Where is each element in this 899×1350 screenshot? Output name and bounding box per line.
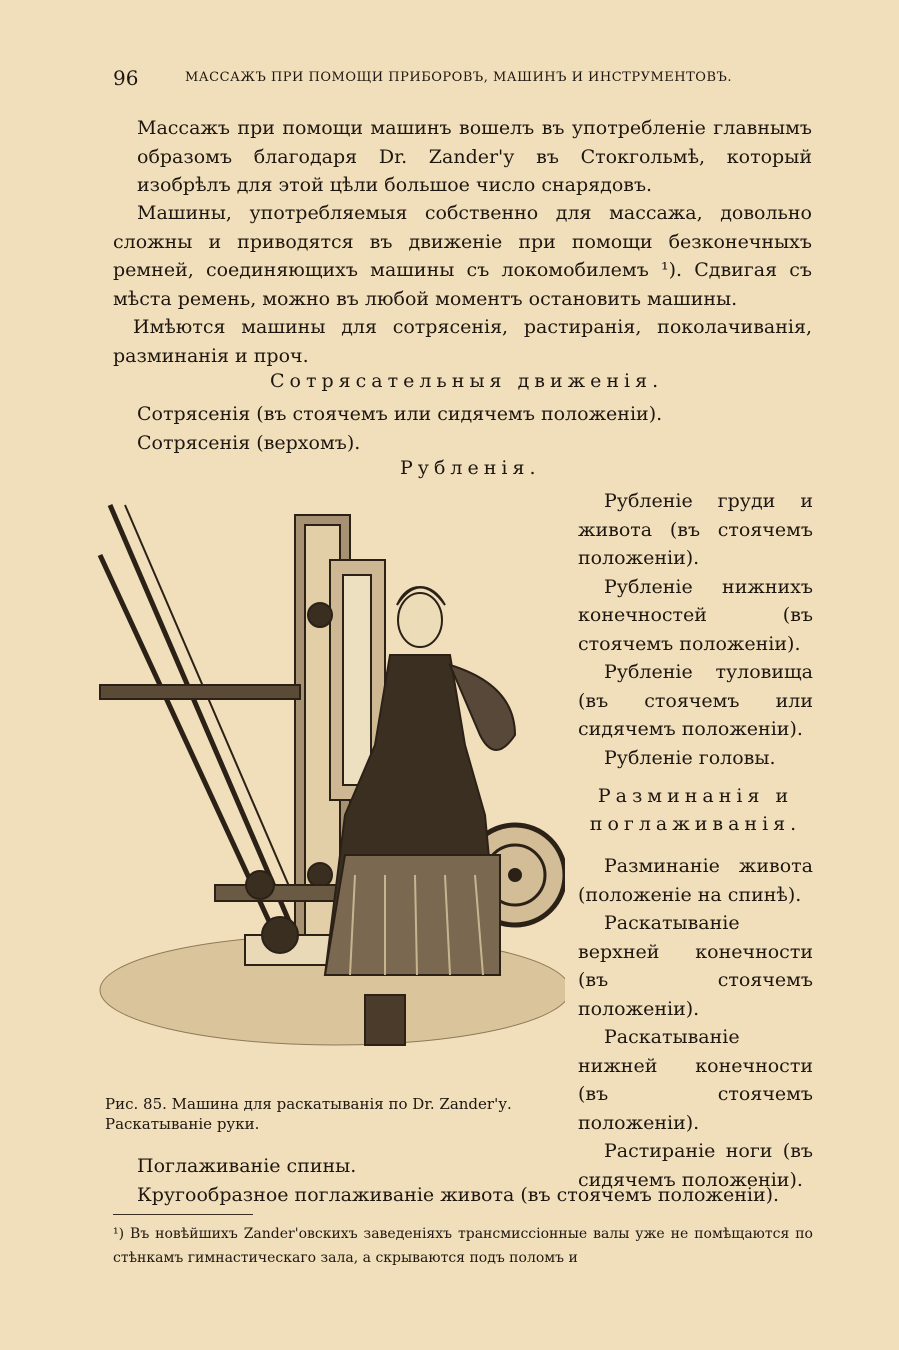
paragraph-machine-types: Имѣются машины для сотрясенія, растиранія, поколачиванія, разминанія и проч.	[113, 316, 812, 367]
shaking-item-2: Сотрясенія (верхомъ).	[137, 432, 361, 454]
paragraph-zander-intro: Массажъ при помощи машинъ вошелъ въ употребленіе главнымъ образомъ благодаря Dr. Zander'у въ Стокгольмѣ, который изобрѣлъ для этой цѣли большое число снарядовъ.	[137, 117, 812, 197]
zander-machine-illustration	[95, 495, 565, 1095]
paragraph-machines: Машины, употребляемыя собственно для массажа, довольно сложны и приводятся въ движеніе при помощи безконечныхъ ремней, соединяющихъ машины съ локомобилемъ ¹). Сдвигая съ мѣста ремень, можно въ любой моментъ остановить машины.	[113, 202, 812, 310]
page-number: 96	[113, 66, 139, 90]
kneading-item-3: Раскатываніе нижней конечности (въ стоячемъ положеніи).	[578, 1026, 813, 1134]
chopping-item-4: Рубленіе головы.	[604, 746, 776, 769]
footnote-divider	[113, 1214, 253, 1215]
stroking-item-2: Кругообразное поглаживаніе живота (въ стоячемъ положеніи).	[137, 1184, 780, 1206]
heading-kneading: Разминанія и поглаживанія.	[589, 785, 802, 835]
chopping-item-3: Рубленіе туловища (въ стоячемъ или сидячемъ положеніи).	[578, 661, 813, 740]
stroking-item-1: Поглаживаніе спины.	[137, 1155, 357, 1177]
right-column	[578, 487, 813, 1194]
heading-chopping: Рубленія.	[400, 457, 541, 479]
kneading-item-1: Разминаніе живота (положеніе на спинѣ).	[578, 855, 813, 906]
chopping-item-2: Рубленіе нижнихъ конечностей (въ стоячемъ положеніи).	[578, 575, 813, 655]
kneading-item-2: Раскатываніе верхней конечности (въ стоячемъ положеніи).	[578, 912, 813, 1020]
footnote: ¹) Въ новѣйшихъ Zander'овскихъ заведеніяхъ трансмиссіонные валы уже не помѣщаются по стѣнкамъ гимнастическаго зала, а скрываются подъ поломъ и	[113, 1226, 813, 1266]
kneading-item-4: Растираніе ноги (въ сидячемъ положеніи).	[578, 1140, 813, 1191]
chopping-item-1: Рубленіе груди и живота (въ стоячемъ положеніи).	[578, 490, 813, 569]
shaking-item-1: Сотрясенія (въ стоячемъ или сидячемъ положеніи).	[137, 403, 663, 425]
running-title: МАССАЖЪ ПРИ ПОМОЩИ ПРИБОРОВЪ, МАШИНЪ И ИНСТРУМЕНТОВЪ.	[185, 70, 732, 85]
heading-shaking-movements: Сотрясательныя движенія.	[270, 370, 664, 392]
figure-caption: Рис. 85. Машина для раскатыванія по Dr. Zander'у. Раскатываніе руки.	[105, 1095, 512, 1133]
page-header	[113, 66, 819, 94]
